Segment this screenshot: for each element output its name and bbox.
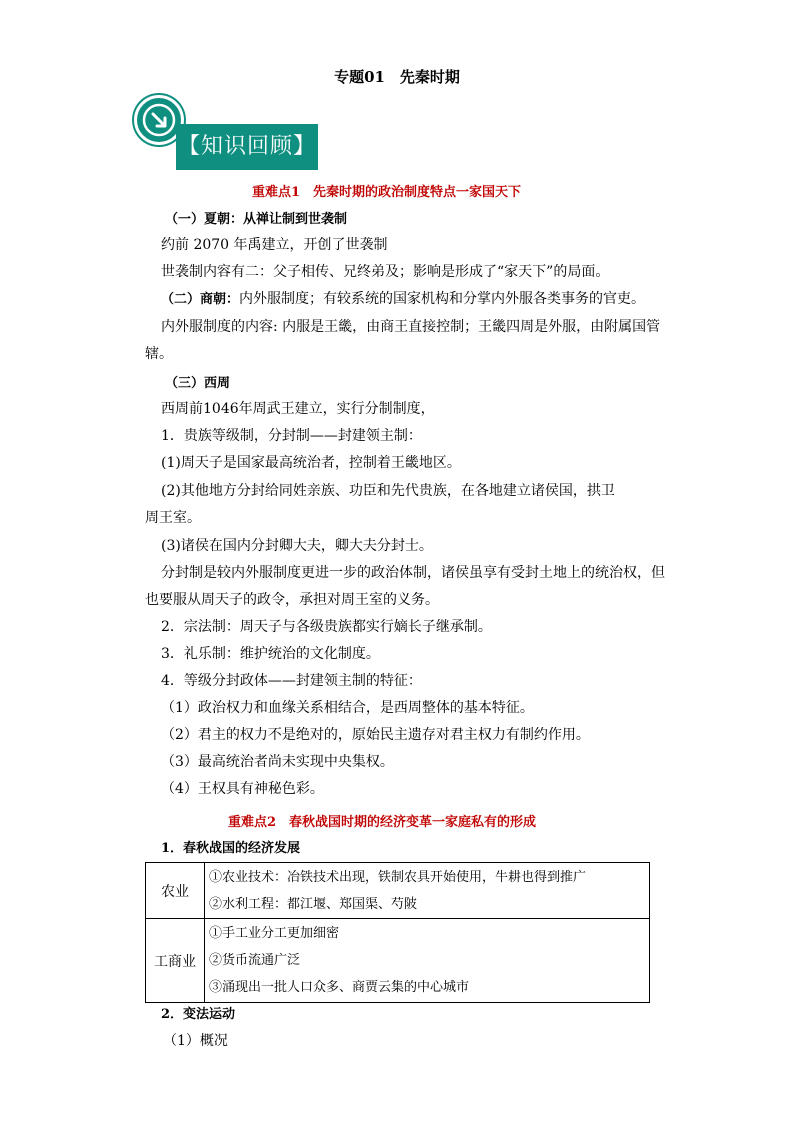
zhou-line: （4）王权具有神秘色彩。 — [161, 781, 324, 797]
shang-detail: 辖。 — [145, 346, 173, 362]
table-items — [205, 863, 650, 919]
table-cell: ①手工业分工更加细密 — [209, 926, 340, 941]
table-row — [146, 863, 650, 919]
reform-subheading: 2．变法运动 — [161, 1007, 236, 1022]
table-cell: ②水利工程：都江堰、郑国渠、芍陂 — [209, 896, 418, 912]
economy-table — [145, 862, 650, 1003]
shang-text: 内外服制度；有较系统的国家机构和分掌内外服各类事务的官吏。 — [239, 291, 646, 307]
zhou-line: （2）君主的权力不是绝对的，原始民主遗存对君主权力有制约作用。 — [161, 727, 590, 743]
zhou-line: 4．等级分封政体——封建领主制的特征： — [161, 673, 422, 689]
table-cell: ①农业技术：冶铁技术出现，铁制农具开始使用，牛耕也得到推广 — [209, 869, 587, 885]
table-category: 农业 — [146, 863, 205, 919]
zhou-line: 也要服从周天子的政令，承担对周王室的义务。 — [145, 592, 439, 608]
xia-line: 约前 2070 年禹建立，开创了世袭制 — [161, 237, 388, 253]
zhou-line: (2)其他地方分封给同姓亲族、功臣和先代贵族，在各地建立诸侯国，拱卫 — [161, 483, 615, 499]
zhou-line: （3）最高统治者尚未实现中央集权。 — [161, 754, 394, 770]
knowledge-review-badge: 【知识回顾】 — [176, 124, 318, 170]
zhou-line: 西周前1046年周武王建立，实行分制制度， — [161, 401, 435, 417]
shang-label: （二）商朝： — [161, 292, 240, 307]
economy-subheading: 1．春秋战国的经济发展 — [161, 841, 301, 856]
zhou-line: (3)诸侯在国内分封卿大夫，卿大夫分封士。 — [161, 538, 433, 554]
xia-line: 世袭制内容有二：父子相传、兄终弟及；影响是形成了“家天下”的局面。 — [161, 264, 610, 280]
shang-line — [161, 288, 645, 308]
zhou-line: (1)周天子是国家最高统治者，控制着王畿地区。 — [161, 455, 461, 471]
page-title: 专题01 先秦时期 — [334, 68, 460, 86]
zhou-line: 3．礼乐制：维护统治的文化制度。 — [161, 646, 380, 662]
section2-heading: 重难点2 春秋战国时期的经济变革一家庭私有的形成 — [228, 815, 537, 830]
zhou-line: 周王室。 — [145, 510, 201, 526]
table-row — [146, 919, 650, 1003]
xia-heading: （一）夏朝：从禅让制到世袭制 — [165, 212, 348, 227]
zhou-line: 1．贵族等级制，分封制——封建领主制： — [161, 428, 422, 444]
zhou-line: 2．宗法制：周天子与各级贵族都实行嫡长子继承制。 — [161, 619, 492, 635]
shang-detail: 内外服制度的内容: 内服是王畿，由商王直接控制；王畿四周是外服，由附属国管 — [161, 319, 661, 335]
zhou-line: 分封制是较内外服制度更进一步的政治体制，诸侯虽享有受封土地上的统治权，但 — [161, 565, 665, 581]
reform-overview: （1）概况 — [163, 1033, 228, 1049]
zhou-line: （1）政治权力和血缘关系相结合，是西周整体的基本特征。 — [161, 700, 534, 716]
zhou-heading: （三）西周 — [165, 376, 231, 391]
table-items — [205, 919, 650, 1003]
table-category: 工商业 — [146, 919, 205, 1003]
table-cell: ②货币流通广泛 — [209, 953, 301, 968]
table-cell: ③涌现出一批人口众多、商贾云集的中心城市 — [209, 980, 470, 995]
section1-heading: 重难点1 先秦时期的政治制度特点一家国天下 — [252, 185, 522, 200]
